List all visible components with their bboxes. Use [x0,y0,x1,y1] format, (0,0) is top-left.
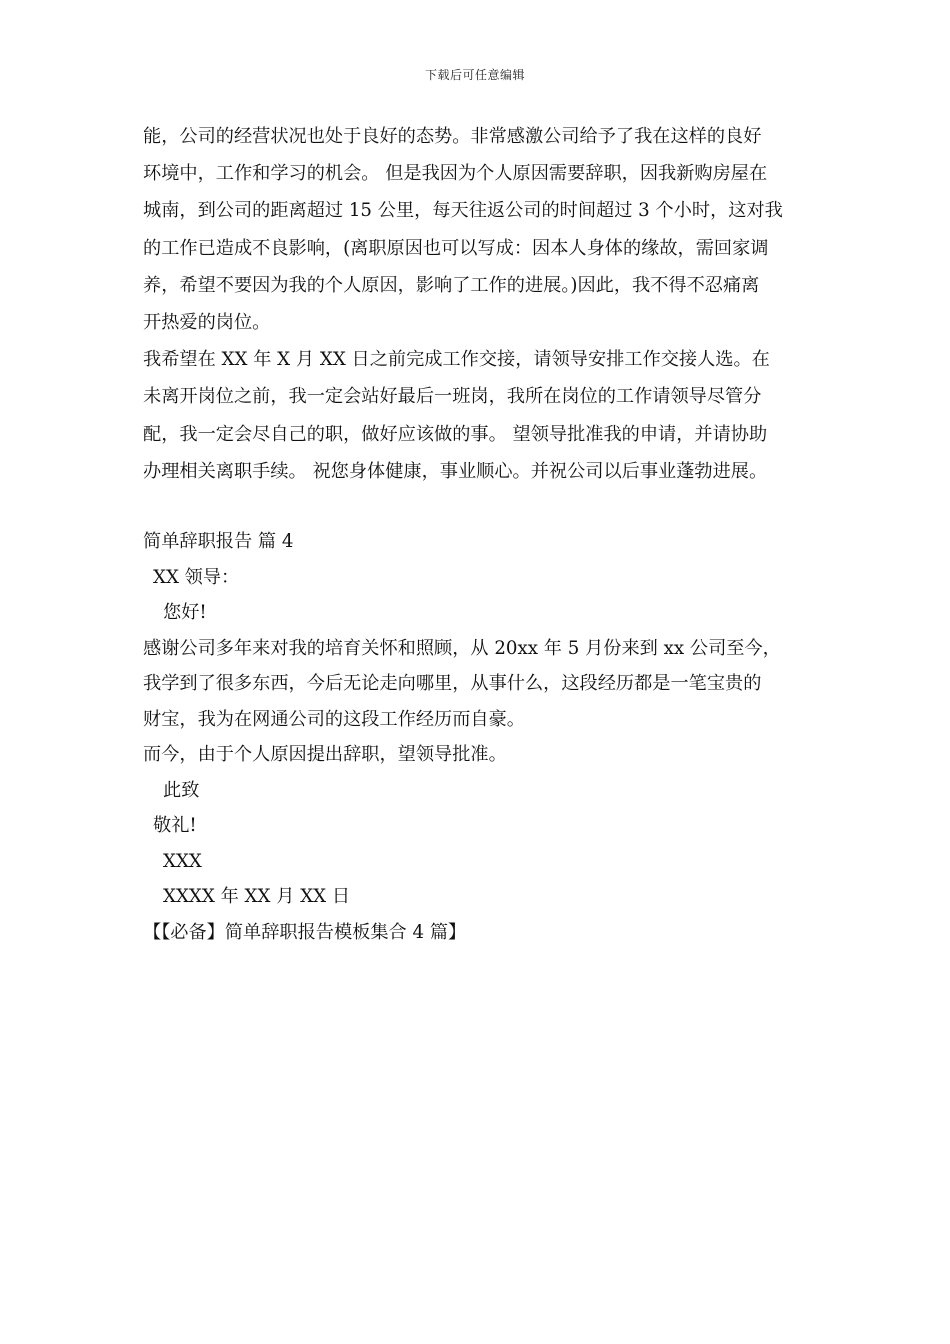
page-header: 下载后可任意编辑 [424,68,525,82]
letter-closing-1: 此致 [163,779,200,801]
letter-body-line: 感谢公司多年来对我的培育关怀和照顾，从 20xx 年 5 月份来到 xx 公司至今， [143,637,781,659]
paragraph-line: 养，希望不要因为我的个人原因，影响了工作的进展。)因此，我不得不忍痛离 [143,274,760,296]
paragraph-line: 我希望在 XX 年 X 月 XX 日之前完成工作交接，请领导安排工作交接人选。在 [143,349,770,371]
section-title: 简单辞职报告 篇 4 [143,531,294,552]
letter-request: 而今，由于个人原因提出辞职，望领导批准。 [143,744,507,765]
paragraph-line: 未离开岗位之前，我一定会站好最后一班岗，我所在岗位的工作请领导尽管分 [143,386,762,408]
footer-title: 【【必备】简单辞职报告模板集合 4 篇】 [143,921,467,943]
letter-section [143,524,843,950]
paragraph-line: 环境中，工作和学习的机会。 但是我因为个人原因需要辞职，因我新购房屋在 [143,163,768,185]
paragraph-line: 配，我一定会尽自己的职，做好应该做的事。 望领导批准我的申请，并请协助 [143,423,768,445]
letter-salutation: XX 领导： [153,566,240,588]
letter-greeting: 您好! [163,602,207,623]
paragraph-line: 办理相关离职手续。 祝您身体健康，事业顺心。并祝公司以后事业蓬勃进展。 [143,460,768,482]
letter-closing-2: 敬礼! [153,815,197,836]
document-body [143,118,823,490]
letter-body-line: 我学到了很多东西，今后无论走向哪里，从事什么，这段经历都是一笔宝贵的 [143,673,762,694]
letter-date: XXXX 年 XX 月 XX 日 [163,886,351,907]
paragraph-line: 开热爱的岗位。 [143,311,271,333]
letter-signature: XXX [163,850,202,872]
letter-body-line: 财宝，我为在网通公司的这段工作经历而自豪。 [143,708,525,730]
paragraph-line: 能，公司的经营状况也处于良好的态势。非常感激公司给予了我在这样的良好 [143,126,762,147]
paragraph-line: 城南，到公司的距离超过 15 公里，每天往返公司的时间超过 3 个小时，这对我 [143,200,783,222]
paragraph-line: 的工作已造成不良影响，(离职原因也可以写成：因本人身体的缘故，需回家调 [143,237,769,259]
